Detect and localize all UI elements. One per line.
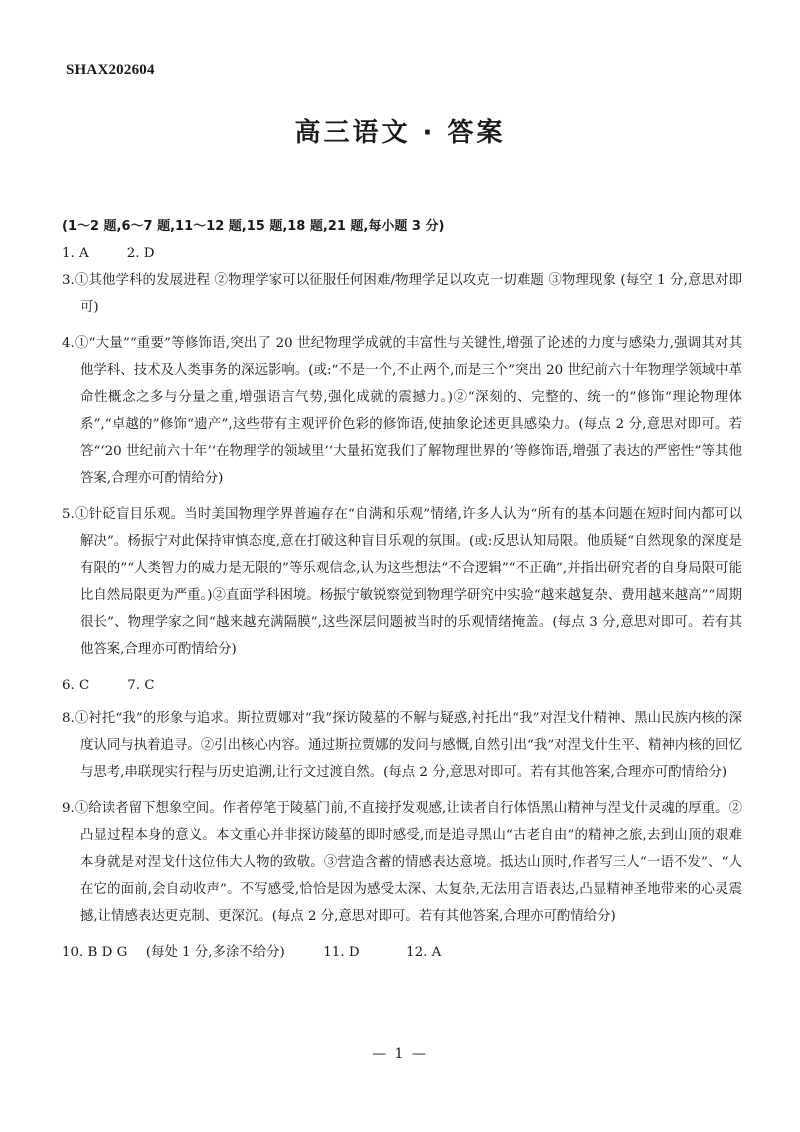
answers-row-10-12 bbox=[62, 939, 742, 966]
answer-10: 10. B D G bbox=[62, 945, 128, 960]
answer-11: 11. D bbox=[323, 945, 360, 960]
question-number-4: 4. bbox=[62, 336, 75, 351]
answer-5 bbox=[62, 501, 742, 663]
answer-10-note: (每处 1 分,多涂不给分) bbox=[145, 945, 285, 960]
answer-12: 12. A bbox=[406, 945, 442, 960]
scoring-scope-note: (1～2 题,6～7 题,11～12 题,15 题,18 题,21 题,每小题 3 分) bbox=[62, 219, 445, 234]
answer-7: 7. C bbox=[127, 678, 155, 693]
answer-6: 6. C bbox=[62, 678, 90, 693]
answer-5-text: ①针砭盲目乐观。当时美国物理学界普遍存在“自满和乐观”情绪,许多人认为“所有的基本问题在短时间内都可以解决”。杨振宁对此保持审慎态度,意在打破这种盲目乐观的氛围。(或:反思认知局限。他质疑“自然现象的深度是有限的”“人类智力的威力是无限的”等乐观信念,认为这些想法“不合逻辑”“不正确”,并指出研究者的自身局限可能比自然局限更为严重。)②直面学科困境。杨振宁敏锐察觉到物理学研究中实验“越来越复杂、费用越来越高”“周期很长”、物理学家之间“越来越充满隔膜”,这些深层问题被当时的乐观情绪掩盖。(每点 3 分,意思对即可。若有其他答案,合理亦可酌情给分) bbox=[74, 507, 742, 657]
question-number-5: 5. bbox=[62, 507, 75, 522]
answers-row-1-2 bbox=[62, 240, 742, 267]
answers-row-6-7 bbox=[62, 672, 742, 699]
question-number-3: 3. bbox=[62, 273, 75, 288]
answer-content bbox=[62, 200, 742, 966]
answer-1: 1. A bbox=[62, 246, 89, 261]
answer-8-text: ①衬托“我”的形象与追求。斯拉贾娜对“我”探访陵墓的不解与疑惑,衬托出“我”对涅戈什精神、黑山民族内核的深度认同与执着追寻。②引出核心内容。通过斯拉贾娜的发问与感慨,自然引出“我”对涅戈什生平、精神内核的回忆与思考,串联现实行程与历史追溯,让行文过渡自然。(每点 2 分,意思对即可。若有其他答案,合理亦可酌情给分) bbox=[74, 711, 742, 780]
answer-4 bbox=[62, 330, 742, 492]
answer-4-text: ①“大量”“重要”等修饰语,突出了 20 世纪物理学成就的丰富性与关键性,增强了论述的力度与感染力,强调其对其他学科、技术及人类事务的深远影响。(或:“不是一个,不止两个,而是三个”突出 20 世纪前六十年物理学领域中革命性概念之多与分量之重,增强语言气势,强化成就的震撼力。)②“深刻的、完整的、统一的”修饰“理论物理体系”,“卓越的”修饰“遗产”,这些带有主观评价色彩的修饰语,使抽象论述更具感染力。(每点 2 分,意思对即可。若答“‘20 世纪前六十年’‘在物理学的领域里’‘大量拓宽我们了解物理世界的’等修饰语,增强了表达的严密性”等其他答案,合理亦可酌情给分) bbox=[74, 336, 742, 486]
page-number: — 1 — bbox=[372, 1046, 428, 1062]
answer-8 bbox=[62, 705, 742, 786]
answer-3-text: ①其他学科的发展进程 ②物理学家可以征服任何困难/物理学足以攻克一切难题 ③物理现象 (每空 1 分,意思对即可) bbox=[74, 273, 742, 315]
answer-2: 2. D bbox=[126, 246, 155, 261]
document-code: SHAX202604 bbox=[66, 62, 155, 78]
answer-9 bbox=[62, 795, 742, 930]
question-number-9: 9. bbox=[62, 801, 75, 816]
answer-3 bbox=[62, 267, 742, 321]
page-title: 高三语文 · 答案 bbox=[294, 118, 506, 148]
answer-9-text: ①给读者留下想象空间。作者停笔于陵墓门前,不直接抒发观感,让读者自行体悟黑山精神与涅戈什灵魂的厚重。②凸显过程本身的意义。本文重心并非探访陵墓的即时感受,而是追寻黑山“古老自由”的精神之旅,去到山顶的艰难本身就是对涅戈什这位伟大人物的致敬。③营造含蓄的情感表达意境。抵达山顶时,作者写三人“一语不发”、“人在它的面前,会自动收声”。不写感受,恰恰是因为感受太深、太复杂,无法用言语表达,凸显精神圣地带来的心灵震撼,让情感表达更克制、更深沉。(每点 2 分,意思对即可。若有其他答案,合理亦可酌情给分) bbox=[74, 801, 742, 924]
question-number-8: 8. bbox=[62, 711, 75, 726]
